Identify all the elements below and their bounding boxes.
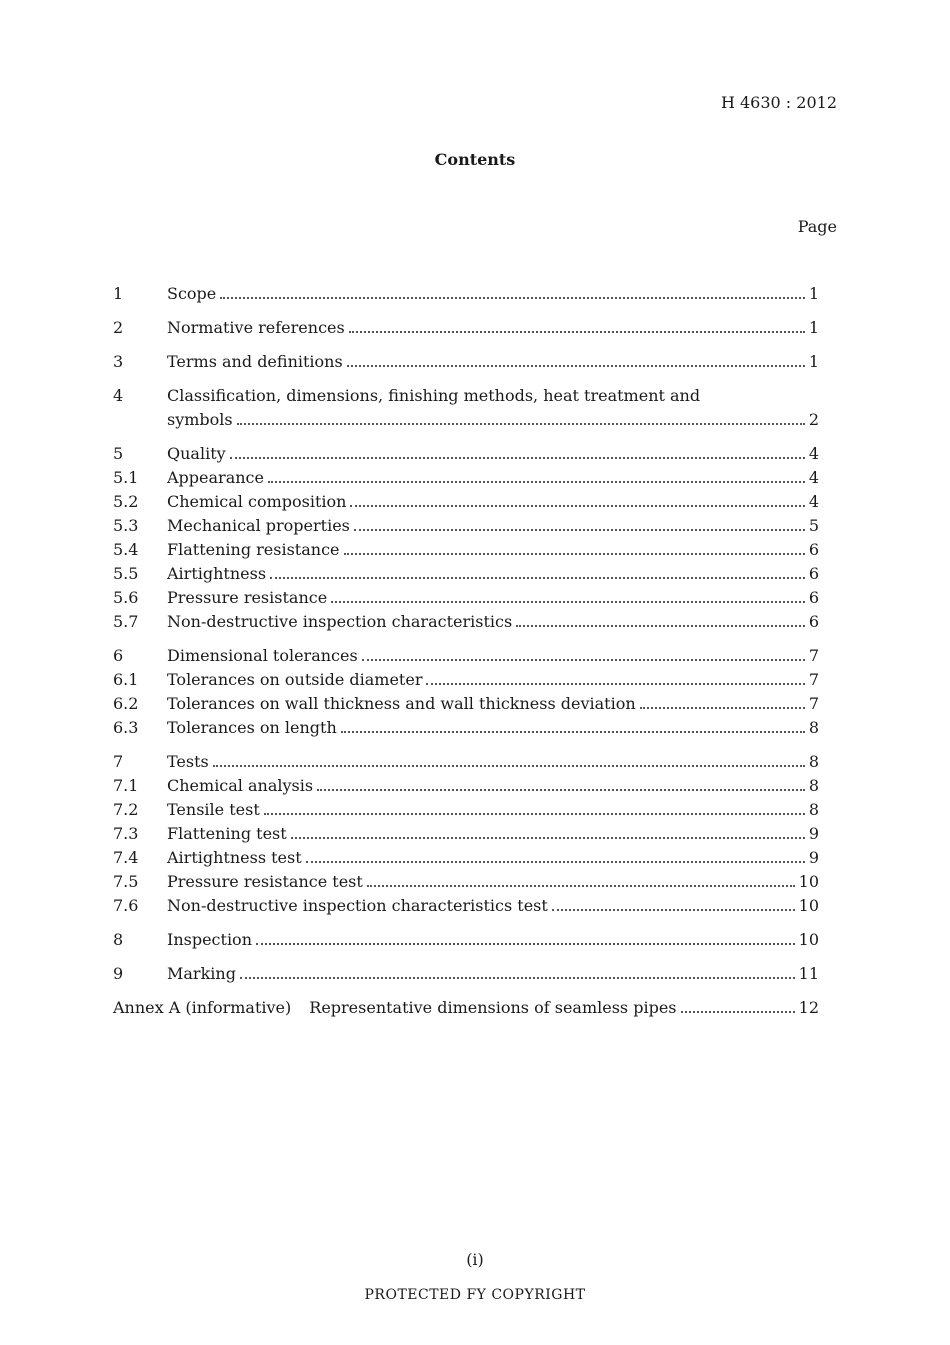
toc-label: Classification, dimensions, finishing methods, heat treatment and (167, 386, 701, 405)
toc-page: 1 (808, 318, 819, 337)
toc-page: 10 (798, 872, 819, 891)
dot-leader (317, 788, 805, 791)
dot-leader (516, 624, 805, 627)
toc-page: 8 (808, 718, 819, 737)
toc-label: Airtightness test (167, 848, 302, 867)
toc-label: Dimensional tolerances (167, 646, 358, 665)
dot-leader (270, 576, 805, 579)
toc-entry[interactable] (113, 750, 819, 774)
toc-page: 7 (808, 646, 819, 665)
annex-prefix: Annex A (informative) (113, 998, 292, 1017)
dot-leader (426, 682, 804, 685)
document-number: H 4630 : 2012 (720, 93, 837, 112)
toc-page: 6 (808, 612, 819, 631)
toc-page: 4 (808, 444, 819, 463)
toc-page: 9 (808, 848, 819, 867)
toc-label: Pressure resistance (167, 588, 328, 607)
toc-number: 5.4 (113, 540, 139, 559)
toc-entry[interactable] (113, 644, 819, 668)
toc-number: 5.1 (113, 468, 139, 487)
toc-entry[interactable] (113, 384, 819, 408)
page-number: (i) (466, 1250, 484, 1269)
toc-entry[interactable] (113, 490, 819, 514)
toc-label: Tolerances on wall thickness and wall thickness deviation (167, 694, 636, 713)
toc-number: 8 (113, 930, 124, 949)
page-column-label: Page (797, 217, 837, 236)
dot-leader (362, 658, 805, 661)
toc-number: 5.2 (113, 492, 139, 511)
page-title: Contents (434, 150, 516, 169)
toc-entry[interactable] (113, 350, 819, 374)
toc-label: Appearance (167, 468, 264, 487)
toc-entry[interactable] (113, 798, 819, 822)
toc-number: 1 (113, 284, 124, 303)
toc-label-continued: symbols (167, 410, 233, 429)
dot-leader (552, 908, 795, 911)
toc-page: 6 (808, 588, 819, 607)
toc-entry[interactable] (113, 668, 819, 692)
toc-number: 5.3 (113, 516, 139, 535)
toc-entry[interactable] (113, 870, 819, 894)
toc-page: 7 (808, 694, 819, 713)
toc-page: 8 (808, 752, 819, 771)
table-of-contents (113, 282, 819, 1020)
dot-leader (291, 836, 805, 839)
toc-page: 6 (808, 564, 819, 583)
toc-number: 6.3 (113, 718, 139, 737)
toc-label: Tolerances on outside diameter (167, 670, 423, 689)
toc-number: 5.6 (113, 588, 139, 607)
toc-number: 7.5 (113, 872, 139, 891)
toc-entry[interactable] (113, 962, 819, 986)
dot-leader (306, 860, 805, 863)
toc-number: 6 (113, 646, 124, 665)
toc-label: Flattening resistance (167, 540, 340, 559)
dot-leader (347, 364, 805, 367)
toc-page: 5 (808, 516, 819, 535)
dot-leader (256, 942, 795, 945)
annex-page: 12 (798, 998, 819, 1017)
dot-leader (213, 764, 805, 767)
toc-number: 7.6 (113, 896, 139, 915)
toc-page: 2 (808, 410, 819, 429)
toc-label: Marking (167, 964, 236, 983)
toc-number: 6.1 (113, 670, 139, 689)
toc-number: 2 (113, 318, 124, 337)
toc-label: Tests (167, 752, 209, 771)
dot-leader (344, 552, 805, 555)
toc-label: Tolerances on length (167, 718, 337, 737)
toc-page: 1 (808, 284, 819, 303)
toc-label: Normative references (167, 318, 345, 337)
toc-entry[interactable] (113, 928, 819, 952)
toc-number: 9 (113, 964, 124, 983)
toc-label: Pressure resistance test (167, 872, 363, 891)
toc-entry[interactable] (113, 822, 819, 846)
toc-entry[interactable] (113, 774, 819, 798)
toc-label: Quality (167, 444, 226, 463)
toc-label: Inspection (167, 930, 252, 949)
dot-leader (240, 976, 795, 979)
toc-number: 7.3 (113, 824, 139, 843)
toc-label: Non-destructive inspection characteristics (167, 612, 513, 631)
toc-entry[interactable] (113, 894, 819, 918)
toc-number: 3 (113, 352, 124, 371)
toc-page: 4 (808, 468, 819, 487)
toc-label: Flattening test (167, 824, 287, 843)
toc-number: 7.2 (113, 800, 139, 819)
toc-entry[interactable] (113, 610, 819, 634)
toc-number: 5.7 (113, 612, 139, 631)
toc-entry[interactable] (113, 586, 819, 610)
toc-label: Non-destructive inspection characteristics test (167, 896, 548, 915)
toc-label: Scope (167, 284, 217, 303)
dot-leader (349, 330, 805, 333)
toc-page: 4 (808, 492, 819, 511)
dot-leader (268, 480, 805, 483)
toc-entry[interactable] (113, 514, 819, 538)
toc-label: Chemical analysis (167, 776, 314, 795)
toc-number: 5 (113, 444, 124, 463)
annex-label: Representative dimensions of seamless pipes (309, 998, 677, 1017)
dot-leader (230, 456, 805, 459)
toc-label: Mechanical properties (167, 516, 350, 535)
toc-entry[interactable] (113, 316, 819, 340)
dot-leader (237, 422, 805, 425)
dot-leader (220, 296, 805, 299)
toc-number: 7.1 (113, 776, 139, 795)
dot-leader (264, 812, 805, 815)
toc-page: 1 (808, 352, 819, 371)
toc-entry[interactable] (113, 716, 819, 740)
toc-page: 8 (808, 776, 819, 795)
copyright-notice: PROTECTED FY COPYRIGHT (364, 1287, 586, 1303)
toc-number: 7 (113, 752, 124, 771)
toc-label: Chemical composition (167, 492, 347, 511)
toc-page: 6 (808, 540, 819, 559)
toc-number: 4 (113, 386, 124, 405)
toc-page: 11 (798, 964, 819, 983)
toc-page: 10 (798, 930, 819, 949)
toc-annex-entry[interactable] (113, 996, 819, 1020)
toc-page: 9 (808, 824, 819, 843)
dot-leader (681, 1010, 795, 1013)
toc-label: Terms and definitions (167, 352, 343, 371)
toc-entry[interactable] (113, 442, 819, 466)
toc-page: 8 (808, 800, 819, 819)
dot-leader (341, 730, 805, 733)
toc-page: 7 (808, 670, 819, 689)
toc-number: 5.5 (113, 564, 139, 583)
dot-leader (640, 706, 805, 709)
dot-leader (367, 884, 795, 887)
toc-entry[interactable] (113, 282, 819, 306)
toc-entry[interactable] (113, 538, 819, 562)
toc-label: Airtightness (167, 564, 267, 583)
dot-leader (331, 600, 805, 603)
toc-page: 10 (798, 896, 819, 915)
toc-entry[interactable] (113, 846, 819, 870)
toc-entry-continuation[interactable] (113, 408, 819, 432)
toc-number: 7.4 (113, 848, 139, 867)
dot-leader (354, 528, 805, 531)
dot-leader (350, 504, 804, 507)
toc-entry[interactable] (113, 562, 819, 586)
toc-entry[interactable] (113, 692, 819, 716)
toc-entry[interactable] (113, 466, 819, 490)
toc-number: 6.2 (113, 694, 139, 713)
toc-label: Tensile test (167, 800, 260, 819)
